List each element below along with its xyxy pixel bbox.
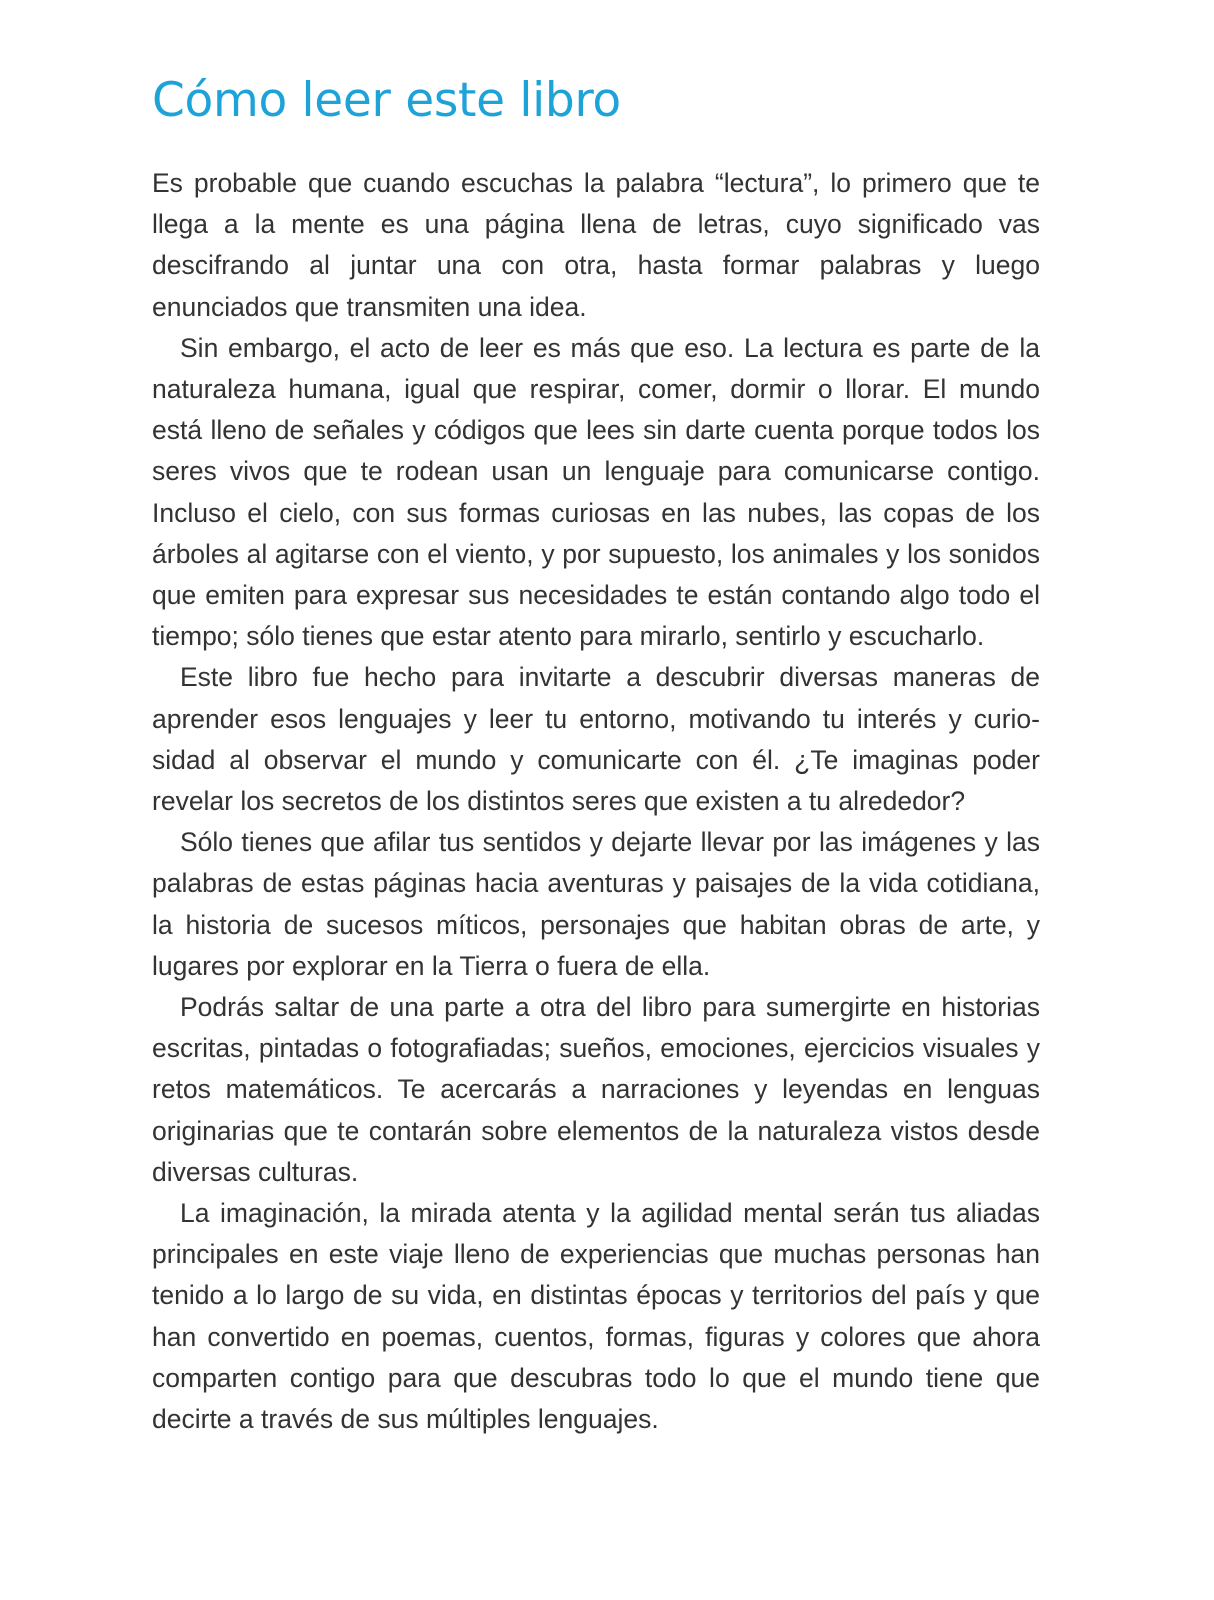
page-title: Cómo leer este libro — [152, 73, 621, 128]
body-text — [152, 163, 1040, 1440]
paragraph-intro: Es probable que cuando escuchas la palabra “lectura”, lo primero que te llega a la mente es una página llena de letras, cuyo significado vas descifrando al juntar una con otra, hasta formar palabras y luego enunciados que transmiten una idea. — [152, 168, 1040, 322]
paragraph-book-purpose: Este libro fue hecho para invitarte a descubrir diversas maneras de aprender esos lenguajes y leer tu entorno, motivando tu interés y curiosidad al observar el mundo y comunicarte con él. ¿Te imaginas poder revelar los secretos de los distintos seres que existen a tu alrededor? — [152, 662, 1040, 817]
paragraph-imagination: La imaginación, la mirada atenta y la agilidad mental serán tus aliadas principales en este viaje lleno de experiencias que muchas personas han tenido a lo largo de su vida, en distintas épocas y territorios del país y que han convertido en poemas, cuentos, formas, figuras y colores que ahora comparten contigo para que descubras todo lo que el mundo tiene que decirte a través de sus múltiples lenguajes. — [152, 1198, 1040, 1435]
paragraph-reading-nature: Sin embargo, el acto de leer es más que eso. La lectura es parte de la naturaleza humana, igual que respirar, comer, dormir o llorar. El mundo está lleno de señales y códigos que lees sin darte cuenta porque todos los seres vivos que te rodean usan un lenguaje para comunicarse contigo. Incluso el cielo, con sus formas curiosas en las nubes, las copas de los árboles al agitarse con el viento, y por supuesto, los animales y los sonidos que emiten para expresar sus necesidades te están contando algo todo el tiempo; sólo tienes que estar atento para mirarlo, sentirlo y escucharlo. — [152, 332, 1040, 652]
paragraph-senses: Sólo tienes que afilar tus sentidos y dejarte llevar por las imágenes y las palabras de estas páginas hacia aventuras y paisajes de la vida cotidiana, la historia de sucesos míticos, personajes que habitan obras de arte, y lugares por explorar en la Tierra o fuera de ella. — [152, 827, 1040, 981]
paragraph-book-contents: Podrás saltar de una parte a otra del libro para sumergirte en historias escritas, pintadas o fotografiadas; sueños, emociones, ejercicios visuales y retos matemáticos. Te acercarás a narraciones y leyendas en lenguas originarias que te contarán sobre elementos de la naturaleza vistos desde diversas culturas. — [152, 992, 1040, 1187]
